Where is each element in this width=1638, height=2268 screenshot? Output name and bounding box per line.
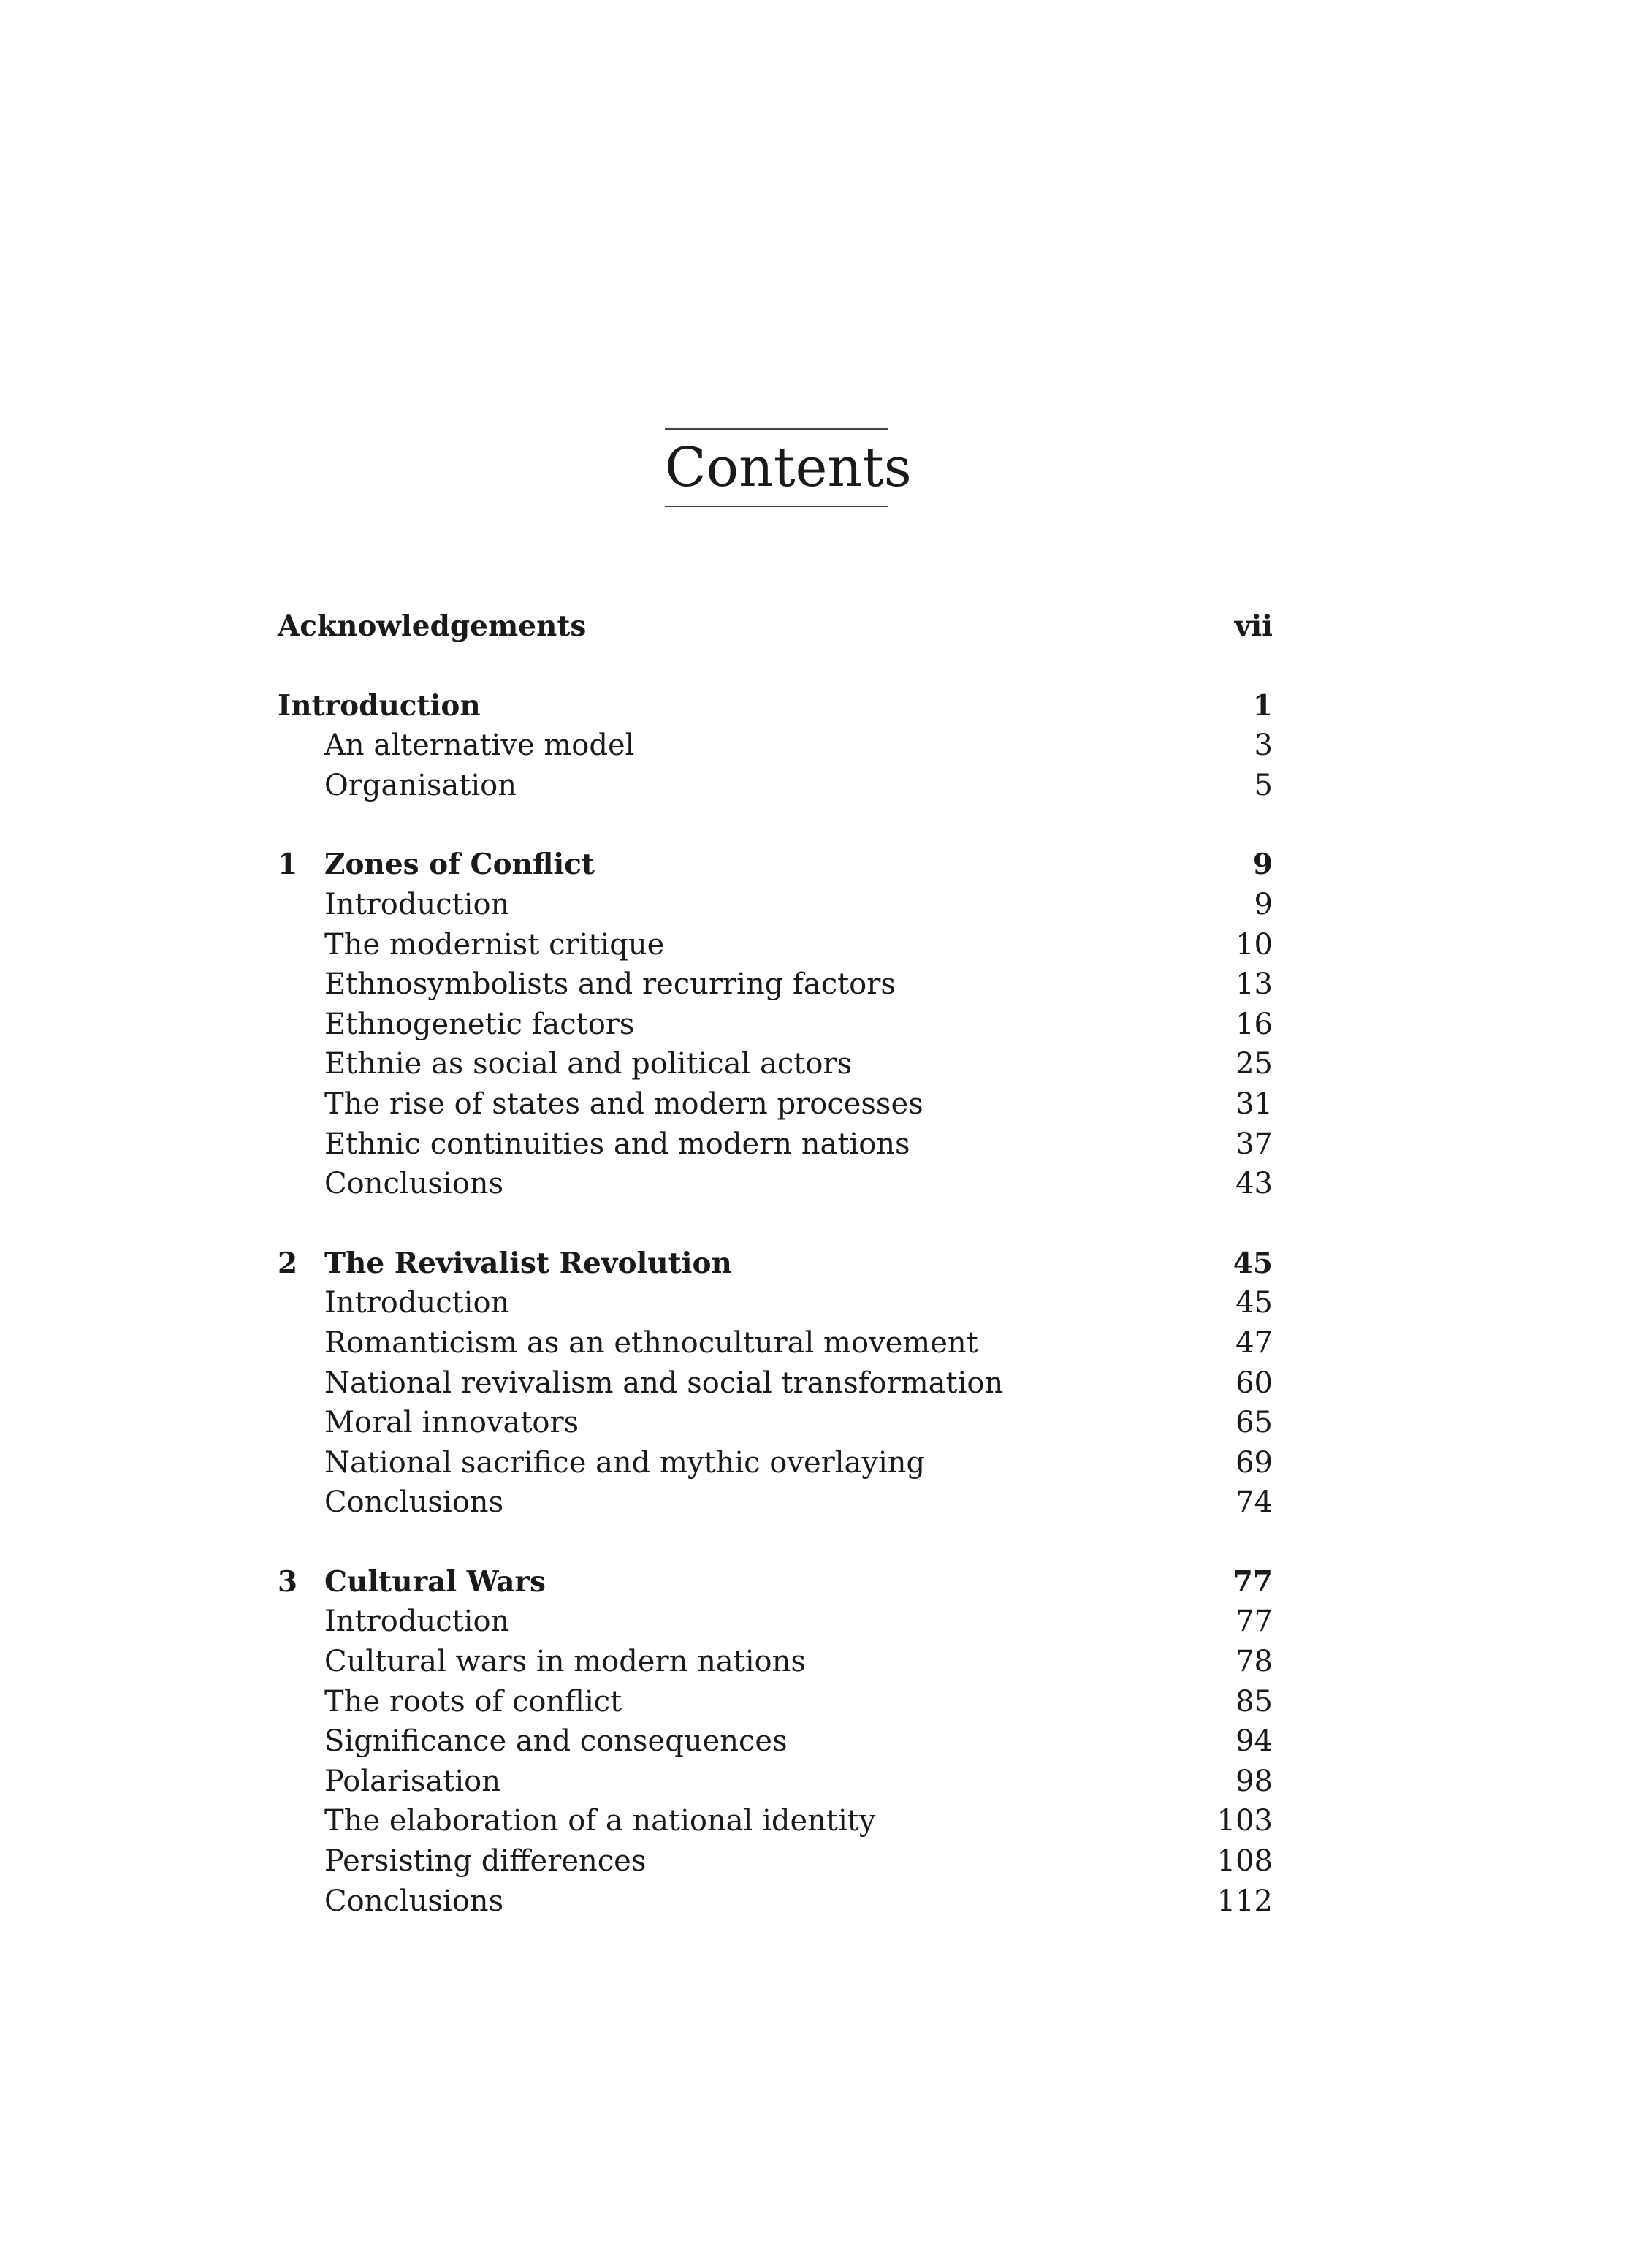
toc-page-number: 108 <box>1216 1844 1273 1879</box>
toc-subentry-label: Conclusions <box>324 1167 504 1201</box>
toc-subentry-label: The modernist critique <box>324 927 665 962</box>
toc-page-number: 69 <box>1235 1445 1273 1480</box>
toc-subentry-label: Persisting differences <box>324 1844 647 1879</box>
toc-subentry[interactable] <box>278 1403 1273 1443</box>
toc-page-number: 9 <box>1252 848 1273 882</box>
toc-page-number: 74 <box>1235 1485 1273 1520</box>
chapter-title: Cultural Wars <box>324 1564 546 1599</box>
toc-subentry[interactable] <box>278 1125 1273 1165</box>
toc-subentry-label: Introduction <box>324 887 510 921</box>
toc-subentry-label: Cultural wars in modern nations <box>324 1645 806 1679</box>
toc-subentry[interactable] <box>278 925 1273 965</box>
toc-page-number: 47 <box>1235 1325 1273 1360</box>
toc-section-front-matter <box>278 606 1273 647</box>
toc-subentry[interactable] <box>278 1443 1273 1483</box>
toc-subentry[interactable] <box>278 726 1273 766</box>
toc-subentry-label: Moral innovators <box>324 1406 579 1440</box>
toc-page-number: 77 <box>1233 1564 1273 1599</box>
toc-subentry-label: National revivalism and social transformation <box>324 1366 1004 1400</box>
toc-subentry[interactable] <box>278 1682 1273 1722</box>
toc-chapter-heading[interactable] <box>278 845 1273 885</box>
toc-subentry[interactable] <box>278 885 1273 925</box>
toc-subentry-label: Conclusions <box>324 1485 504 1520</box>
toc-subentry[interactable] <box>278 1642 1273 1682</box>
toc-entry-label: Introduction <box>278 688 481 723</box>
toc-page-number: 31 <box>1235 1087 1273 1121</box>
toc-subentry[interactable] <box>278 1164 1273 1204</box>
toc-page-number: 13 <box>1235 967 1273 1002</box>
toc-page-number: 25 <box>1235 1047 1273 1081</box>
toc-subentry-label: Introduction <box>324 1286 510 1320</box>
chapter-number: 2 <box>278 1246 298 1280</box>
toc-page-number: 60 <box>1235 1366 1273 1400</box>
toc-subentry-label: Romanticism as an ethnocultural movement <box>324 1325 978 1360</box>
toc-chapter-heading[interactable] <box>278 1562 1273 1602</box>
toc-subentry[interactable] <box>278 1881 1273 1922</box>
toc-subentry[interactable] <box>278 1283 1273 1323</box>
toc-section-chapter-2 <box>278 1244 1273 1523</box>
toc-page-number: 37 <box>1235 1127 1273 1161</box>
chapter-title: Zones of Conflict <box>324 848 595 882</box>
toc-subentry[interactable] <box>278 1841 1273 1881</box>
toc-subentry-label: Introduction <box>324 1605 510 1639</box>
toc-subentry[interactable] <box>278 1483 1273 1523</box>
chapter-number: 3 <box>278 1564 298 1599</box>
toc-subentry-label: An alternative model <box>324 728 635 763</box>
table-of-contents <box>278 606 1273 1960</box>
toc-subentry-label: Ethnie as social and political actors <box>324 1047 853 1081</box>
toc-subentry-label: National sacrifice and mythic overlaying <box>324 1445 926 1480</box>
toc-subentry-label: Organisation <box>324 768 517 802</box>
toc-page-number: 77 <box>1235 1605 1273 1639</box>
toc-subentry-label: The roots of conflict <box>324 1684 622 1719</box>
toc-subentry[interactable] <box>278 1323 1273 1363</box>
toc-page-number: 94 <box>1235 1724 1273 1759</box>
toc-subentry[interactable] <box>278 1084 1273 1125</box>
toc-page-number: 5 <box>1254 768 1273 802</box>
toc-page-number: 1 <box>1252 688 1273 723</box>
toc-subentry-label: Ethnogenetic factors <box>324 1007 635 1041</box>
toc-subentry[interactable] <box>278 1721 1273 1762</box>
toc-subentry-label: Polarisation <box>324 1764 501 1798</box>
toc-subentry[interactable] <box>278 1363 1273 1404</box>
toc-subentry[interactable] <box>278 1005 1273 1045</box>
toc-section-chapter-1 <box>278 845 1273 1203</box>
toc-page-number: 65 <box>1235 1406 1273 1440</box>
toc-page-number: 3 <box>1254 728 1273 763</box>
toc-entry-label: Acknowledgements <box>278 609 587 643</box>
toc-page-number: 112 <box>1216 1884 1273 1918</box>
toc-subentry[interactable] <box>278 1602 1273 1642</box>
toc-entry-introduction[interactable] <box>278 686 1273 726</box>
toc-section-chapter-3 <box>278 1562 1273 1921</box>
chapter-title: The Revivalist Revolution <box>324 1246 732 1280</box>
toc-page-number: 98 <box>1235 1764 1273 1798</box>
toc-page-number: 9 <box>1254 887 1273 921</box>
toc-subentry[interactable] <box>278 1801 1273 1841</box>
chapter-number: 1 <box>278 848 298 882</box>
toc-page-number: 85 <box>1235 1684 1273 1719</box>
toc-subentry-label: The rise of states and modern processes <box>324 1087 923 1121</box>
toc-subentry-label: Ethnic continuities and modern nations <box>324 1127 910 1161</box>
toc-subentry-label: Conclusions <box>324 1884 504 1918</box>
toc-page-number: 45 <box>1233 1246 1273 1280</box>
toc-subentry[interactable] <box>278 766 1273 806</box>
toc-page-number: vii <box>1234 609 1273 643</box>
toc-subentry[interactable] <box>278 964 1273 1005</box>
toc-page-number: 78 <box>1235 1645 1273 1679</box>
toc-subentry[interactable] <box>278 1044 1273 1084</box>
page-title: Contents <box>665 436 912 499</box>
toc-subentry-label: The elaboration of a national identity <box>324 1804 876 1838</box>
page-title-block <box>665 428 912 507</box>
toc-page-number: 16 <box>1235 1007 1273 1041</box>
toc-page-number: 43 <box>1235 1167 1273 1201</box>
toc-page-number: 45 <box>1235 1286 1273 1320</box>
toc-subentry-label: Ethnosymbolists and recurring factors <box>324 967 896 1002</box>
toc-entry-acknowledgements[interactable] <box>278 606 1273 647</box>
toc-section-introduction <box>278 686 1273 806</box>
toc-page-number: 103 <box>1216 1804 1273 1838</box>
toc-subentry[interactable] <box>278 1762 1273 1802</box>
toc-page-number: 10 <box>1235 927 1273 962</box>
toc-subentry-label: Significance and consequences <box>324 1724 788 1759</box>
toc-chapter-heading[interactable] <box>278 1244 1273 1284</box>
